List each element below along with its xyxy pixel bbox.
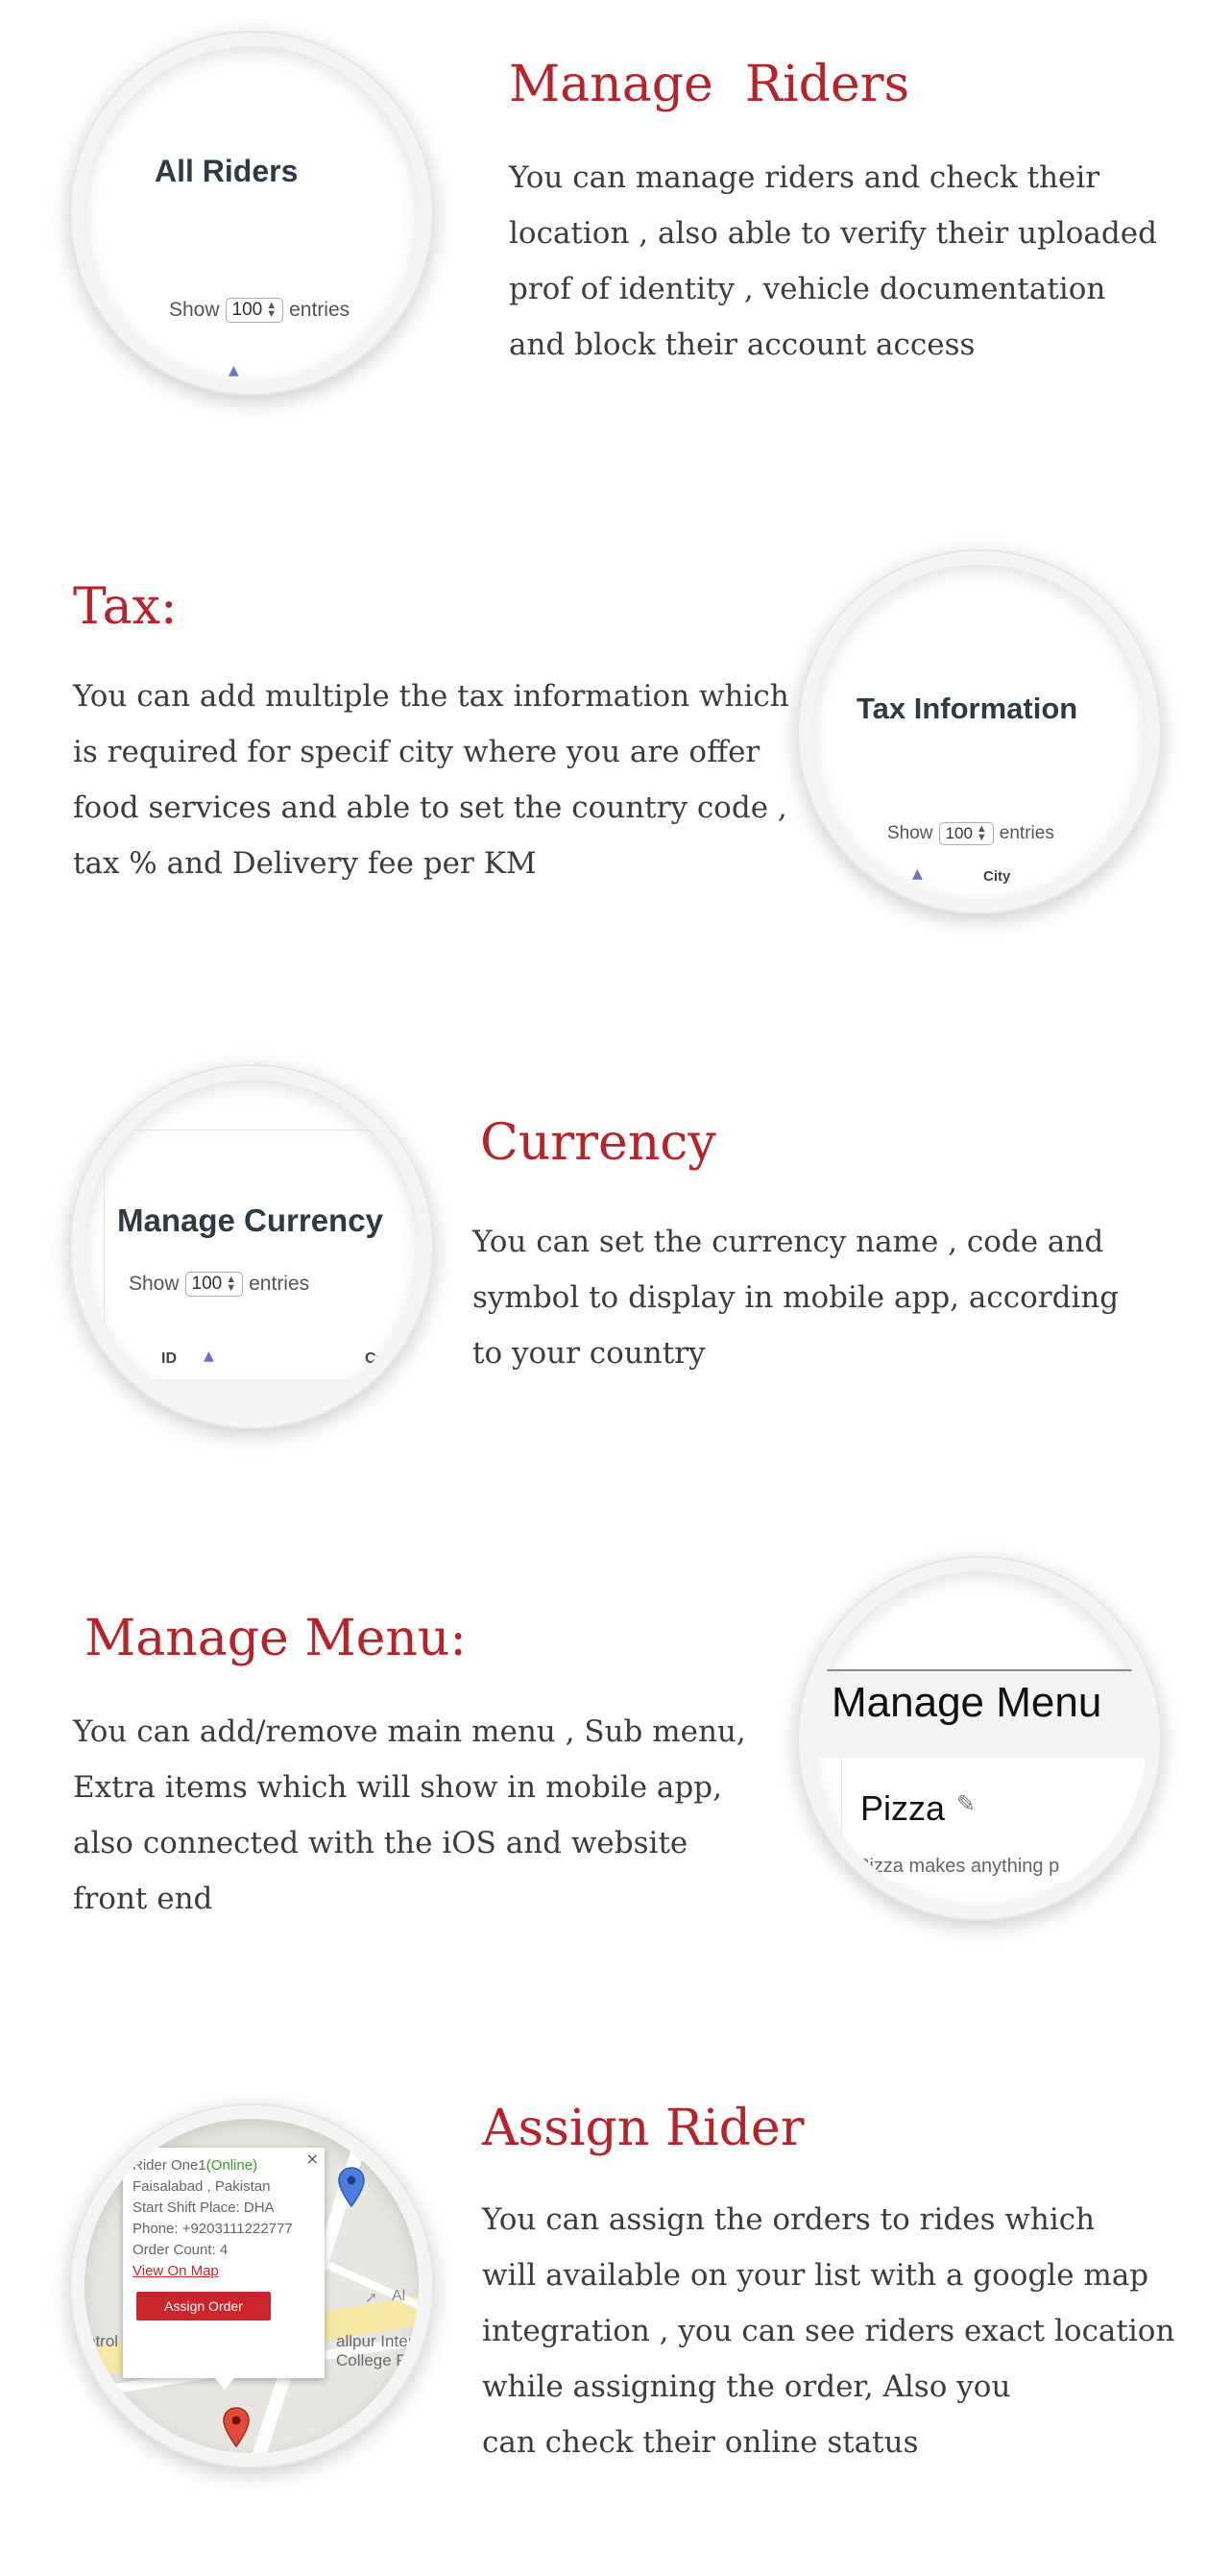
rider-order-count: Order Count: 4	[133, 2242, 229, 2258]
tax-information-heading: Tax Information	[857, 692, 1078, 725]
order-location-marker-icon[interactable]	[223, 2407, 250, 2447]
entries-select[interactable]: 100 ▲ ▼	[939, 822, 994, 845]
section-description: You can add multiple the tax information which is required for specif city where you are offer food services and able to set the country code , tax % and Delivery fee per KM	[73, 679, 789, 881]
section-description: You can set the currency name , code and symbol to display in mobile app, according to your country	[472, 1225, 1120, 1371]
popup-pointer	[215, 2378, 234, 2390]
map-label: allpur Inter	[336, 2332, 414, 2350]
view-on-map-link[interactable]: View On Map	[133, 2263, 219, 2279]
rider-name-line: Rider One1(Online)	[133, 2157, 258, 2174]
entries-select[interactable]: 100 ▲ ▼	[185, 1272, 244, 1297]
rider-phone: Phone: +9203111222777	[133, 2221, 293, 2237]
road-arrow-icon: ➚	[365, 2288, 378, 2306]
online-status: (Online)	[205, 2157, 258, 2174]
edit-pencil-icon[interactable]: ✎	[956, 1790, 977, 1817]
entries-select[interactable]: 100 ▲ ▼	[226, 298, 284, 323]
country-column-header: Coun	[365, 1350, 404, 1367]
section-title: Assign Rider	[482, 2100, 805, 2157]
sort-arrow-icon: ▲	[229, 363, 239, 378]
tax-information-screenshot	[797, 549, 1162, 914]
rider-address: Faisalabad , Pakistan	[133, 2178, 271, 2195]
section-title: Currency	[480, 1114, 716, 1172]
manage-menu-heading: Manage Menu	[832, 1679, 1102, 1726]
section-title: Tax:	[73, 578, 178, 636]
assign-order-button[interactable]: Assign Order	[136, 2292, 271, 2321]
sort-arrow-icon: ▲	[204, 1349, 214, 1364]
manage-menu-screenshot	[797, 1556, 1162, 1921]
manage-currency-heading: Manage Currency	[117, 1203, 383, 1238]
assign-rider-map-screenshot	[69, 2103, 434, 2468]
manage-currency-screenshot	[69, 1064, 434, 1429]
city-column-header: City	[983, 868, 1011, 885]
close-icon[interactable]: ×	[305, 2150, 319, 2168]
sort-arrow-icon: ▲	[912, 866, 923, 882]
rider-info-popup	[123, 2148, 325, 2378]
section-description: You can manage riders and check their location , also able to verify their uploaded prof of identity , vehicle documentation and block their account access	[509, 160, 1157, 362]
section-description: You can add/remove main menu , Sub menu, Extra items which will show in mobile app, also connected with the iOS and website front end	[73, 1714, 746, 1916]
rider-location-marker-icon[interactable]	[338, 2167, 365, 2207]
entries-selector: Show 100 ▲ ▼ entries	[169, 299, 350, 321]
id-column-header: ID	[161, 1350, 177, 1367]
section-description: You can assign the orders to rides which will available on your list with a google map integration , you can see riders exact location while assigning the order, Also you can check their online status	[482, 2202, 1175, 2460]
menu-item-name[interactable]: Pizza	[860, 1788, 946, 1828]
rider-shift-place: Start Shift Place: DHA	[133, 2199, 275, 2216]
menu-item-description: Pizza makes anything p	[857, 1856, 1060, 1877]
entries-selector: Show 100 ▲ ▼ entries	[129, 1273, 310, 1295]
map-label: College F	[336, 2351, 406, 2369]
map-label: etrol	[86, 2332, 119, 2350]
manage-riders-screenshot	[69, 31, 434, 396]
section-title: Manage Menu:	[84, 1610, 467, 1667]
entries-selector: Show 100 ▲ ▼ entries	[887, 823, 1054, 843]
section-title: Manage Riders	[509, 56, 910, 113]
all-riders-heading: All Riders	[155, 154, 299, 188]
map-label: Al	[392, 2288, 406, 2304]
